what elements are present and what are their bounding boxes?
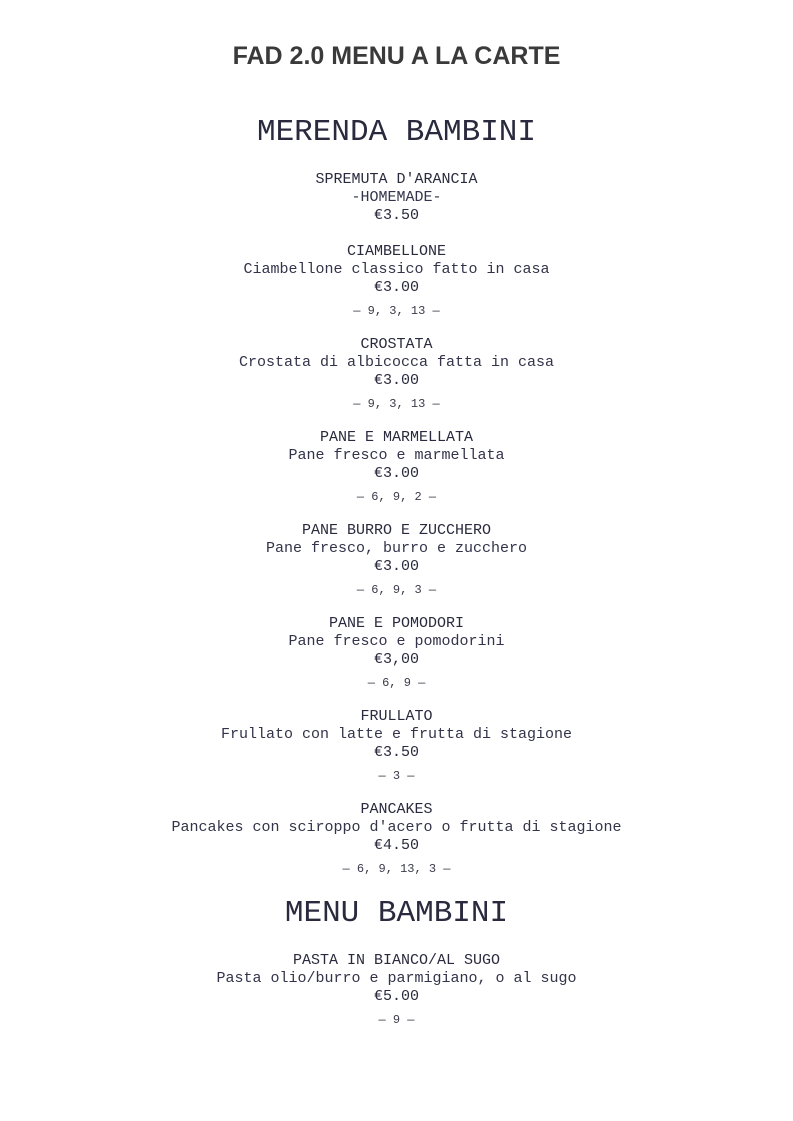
item-price: €3.00	[373, 279, 419, 296]
menu-item	[0, 335, 793, 411]
item-description: Pancakes con sciroppo d'acero o frutta di stagione	[171, 819, 622, 836]
item-name: PANE E MARMELLATA	[319, 429, 474, 446]
item-name: PASTA IN BIANCO/AL SUGO	[292, 952, 501, 969]
item-name: SPREMUTA D'ARANCIA	[315, 171, 478, 188]
section-title: MERENDA BAMBINI	[256, 115, 537, 150]
item-description: Frullato con latte e frutta di stagione	[220, 726, 573, 743]
section-title: MENU BAMBINI	[284, 896, 509, 931]
item-name: CIAMBELLONE	[346, 243, 447, 260]
item-description: Ciambellone classico fatto in casa	[243, 261, 550, 278]
section-merenda-bambini	[0, 112, 793, 876]
item-name: PANCAKES	[360, 801, 433, 818]
menu-item	[0, 170, 793, 225]
menu-item	[0, 614, 793, 690]
item-price: €3.00	[373, 372, 419, 389]
menu-item	[0, 428, 793, 504]
item-allergens: — 9, 3, 13 —	[353, 397, 440, 411]
menu-item	[0, 800, 793, 876]
item-allergens: — 9 —	[378, 1013, 415, 1027]
item-allergens: — 6, 9, 2 —	[356, 490, 437, 504]
item-name: PANE BURRO E ZUCCHERO	[301, 522, 492, 539]
section-menu-bambini	[0, 893, 793, 1027]
item-price: €3.00	[373, 465, 419, 482]
menu-list	[0, 112, 793, 1084]
item-price: €3.00	[373, 558, 419, 575]
item-price: €5.00	[373, 988, 419, 1005]
menu-item	[0, 242, 793, 318]
item-description: Pane fresco, burro e zucchero	[265, 540, 528, 557]
item-price: €3.50	[373, 207, 419, 224]
item-description: Pane fresco e pomodorini	[288, 633, 505, 650]
item-allergens: — 3 —	[378, 769, 415, 783]
item-allergens: — 9, 3, 13 —	[353, 304, 440, 318]
item-allergens: — 6, 9, 3 —	[356, 583, 437, 597]
item-name: CROSTATA	[360, 336, 433, 353]
item-price: €3,00	[373, 651, 419, 668]
item-name: PANE E POMODORI	[328, 615, 465, 632]
item-description: Crostata di albicocca fatta in casa	[238, 354, 555, 371]
item-price: €3.50	[373, 744, 419, 761]
item-name: FRULLATO	[360, 708, 433, 725]
item-description: Pane fresco e marmellata	[288, 447, 505, 464]
item-allergens: — 6, 9, 13, 3 —	[342, 862, 451, 876]
item-description: Pasta olio/burro e parmigiano, o al sugo	[216, 970, 577, 987]
menu-item	[0, 951, 793, 1027]
menu-item	[0, 521, 793, 597]
item-price: €4.50	[373, 837, 419, 854]
item-description: -HOMEMADE-	[351, 189, 442, 206]
menu-item	[0, 707, 793, 783]
item-allergens: — 6, 9 —	[367, 676, 426, 690]
page-title: FAD 2.0 MENU A LA CARTE	[232, 42, 561, 70]
